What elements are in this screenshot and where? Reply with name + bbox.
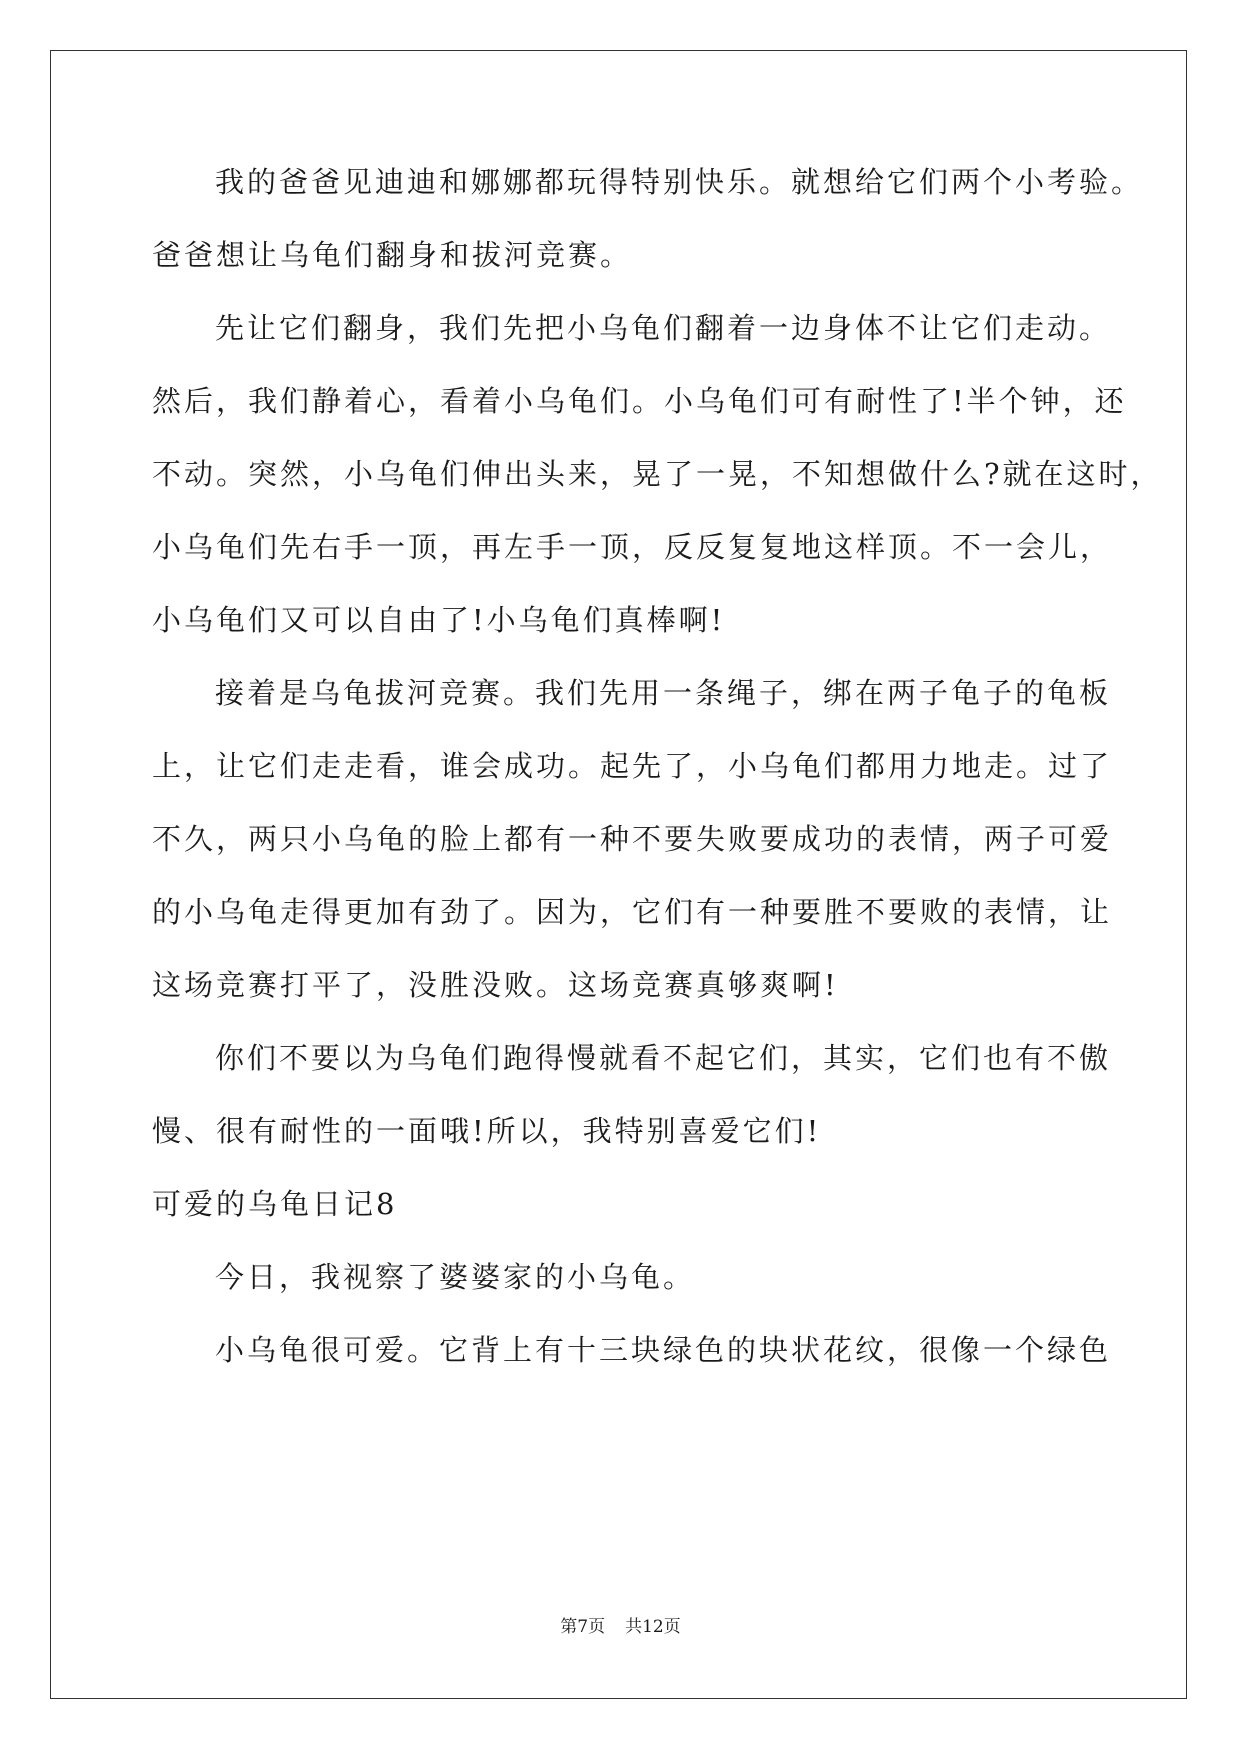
paragraph-line: 今日，我视察了婆婆家的小乌龟。	[215, 1260, 696, 1294]
paragraph-line: 我的爸爸见迪迪和娜娜都玩得特别快乐。就想给它们两个小考验。	[215, 165, 1144, 199]
paragraph-line: 接着是乌龟拔河竞赛。我们先用一条绳子，绑在两子龟子的龟板	[215, 676, 1112, 710]
paragraph-line: 的小乌龟走得更加有劲了。因为，它们有一种要胜不要败的表情，让	[152, 895, 1113, 929]
paragraph-line: 小乌龟很可爱。它背上有十三块绿色的块状花纹，很像一个绿色	[215, 1333, 1112, 1367]
paragraph-line: 慢、很有耐性的一面哦!所以，我特别喜爱它们!	[152, 1114, 822, 1148]
paragraph-line: 先让它们翻身，我们先把小乌龟们翻着一边身体不让它们走动。	[215, 311, 1112, 345]
paragraph-line: 然后，我们静着心，看着小乌龟们。小乌龟们可有耐性了!半个钟，还	[152, 384, 1127, 418]
paragraph-line: 不动。突然，小乌龟们伸出头来，晃了一晃，不知想做什么?就在这时，	[152, 457, 1163, 491]
paragraph-line: 不久，两只小乌龟的脸上都有一种不要失败要成功的表情，两子可爱	[152, 822, 1113, 856]
paragraph-line: 上，让它们走走看，谁会成功。起先了，小乌龟们都用力地走。过了	[152, 749, 1113, 783]
paragraph-line: 小乌龟们先右手一顶，再左手一顶，反反复复地这样顶。不一会儿，	[152, 530, 1113, 564]
page-footer	[0, 1615, 1241, 1639]
paragraph-line: 这场竞赛打平了，没胜没败。这场竞赛真够爽啊!	[152, 968, 839, 1002]
paragraph-line: 小乌龟们又可以自由了!小乌龟们真棒啊!	[152, 603, 726, 637]
paragraph-line: 爸爸想让乌龟们翻身和拔河竞赛。	[152, 238, 633, 272]
paragraph-line: 你们不要以为乌龟们跑得慢就看不起它们，其实，它们也有不傲	[215, 1041, 1112, 1075]
page-number: 第7页	[560, 1617, 606, 1637]
page-border	[50, 50, 1187, 1699]
page-total: 共12页	[625, 1617, 681, 1637]
section-heading: 可爱的乌龟日记8	[152, 1187, 398, 1221]
